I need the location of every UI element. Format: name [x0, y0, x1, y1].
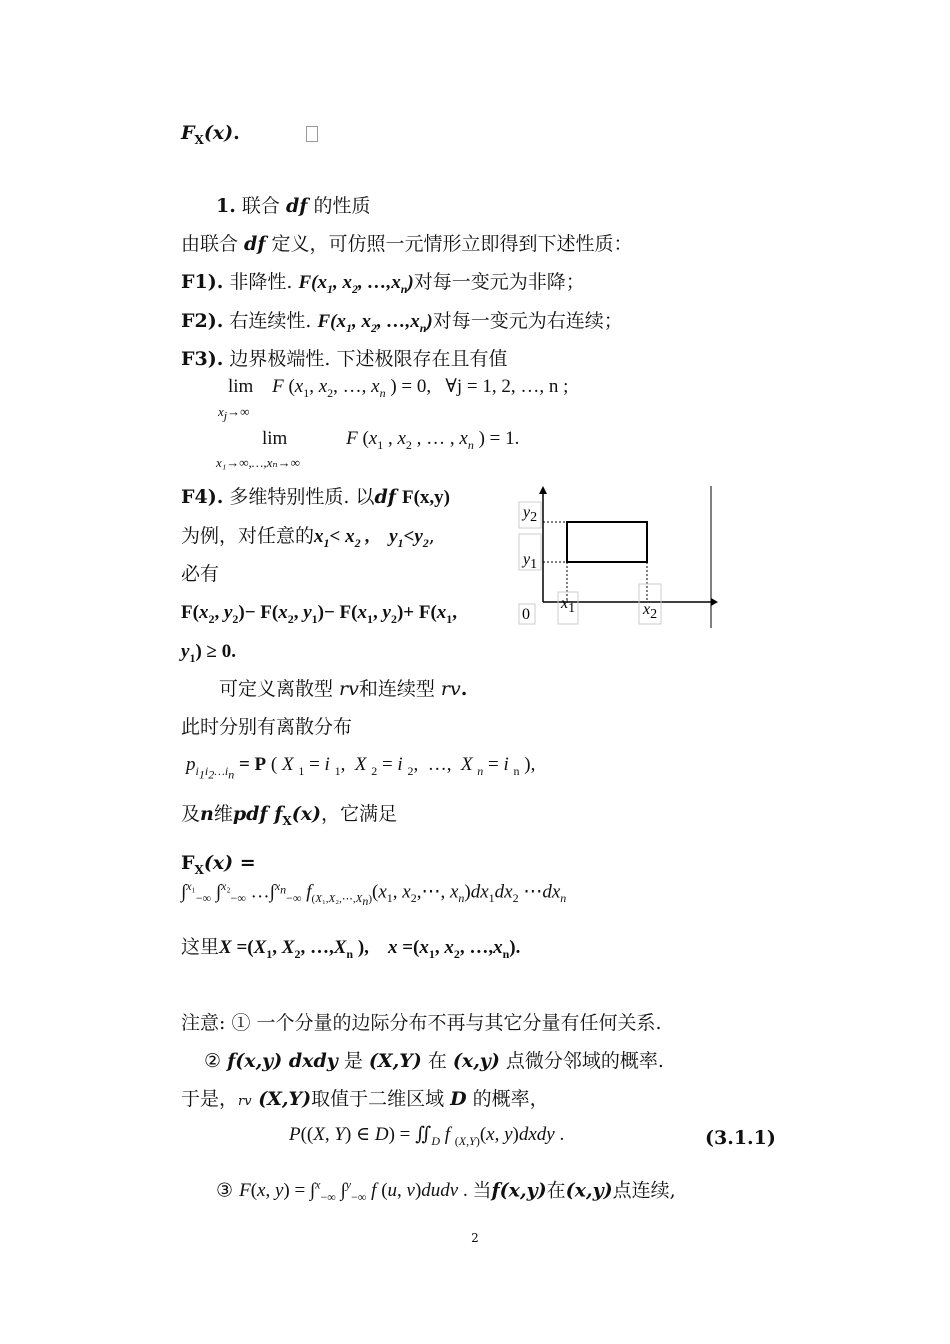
- pmf-formula: $p_{i_1i_2\dots i_n} = P$ ( X $_1$ = i $_1$, X $_2$ = i $_2$, …, X $_n$ = i $_n$ ),: [186, 754, 536, 782]
- page-number: 2: [471, 1231, 479, 1245]
- f4-df: df: [374, 486, 396, 508]
- section-heading: [216, 195, 370, 218]
- define-rv2: rv: [440, 678, 461, 700]
- equation-3-1-1: P((X, Y) ∈ $D) = ∬_D$ f $_{(X,Y)}$(x, y)dxdy .: [289, 1124, 565, 1148]
- note-2-at: 在: [421, 1050, 453, 1072]
- f4-ineq-end: ≥ 0.: [206, 641, 236, 662]
- f2-text: 对每一变元为右连续；: [432, 310, 623, 332]
- f4-inequality: $F(x_2$, $y_2)- F(x_2$, $y_1)- F(x_1$, $y_2)+ F(x_1$,: [181, 602, 458, 626]
- note-4-xy: (x,y): [565, 1179, 613, 1202]
- y-axis-arrow-icon: [539, 486, 547, 494]
- f4-label: F4).: [181, 486, 224, 508]
- f4-fxy: F(x,y): [402, 487, 451, 508]
- note-2-rest: 点微分邻域的概率.: [499, 1050, 664, 1072]
- note-2-fxy: f(x,y) dxdy: [227, 1050, 338, 1072]
- property-f3: [181, 348, 507, 371]
- pdf-pdf: pdf: [232, 803, 268, 825]
- note-3-XY: (X,Y): [251, 1088, 312, 1110]
- note-4-rest: 点连续,: [612, 1179, 676, 1202]
- pmf-p: p: [186, 754, 196, 775]
- top-fx-symbol: F: [181, 122, 195, 144]
- intro-line: [181, 233, 633, 256]
- pdf-pre: 及: [181, 803, 201, 825]
- limit-2-lim: lim: [262, 428, 288, 449]
- f2-formula: $F(x_1$, $x_2$, $\dots,x_n$): [317, 311, 433, 335]
- f2-label: F2).: [181, 310, 224, 332]
- x1-label: x1: [561, 595, 576, 616]
- cdf-f: F: [181, 852, 195, 874]
- equation-number: (3.1.1): [705, 1127, 776, 1149]
- note-4-marker: ③: [216, 1179, 240, 1202]
- pdf-arg: (x): [291, 803, 322, 825]
- pdf-line: [181, 803, 397, 828]
- limit-1-forall: ∀j = 1, 2, …, n ;: [445, 376, 569, 397]
- f4-line2: [181, 525, 435, 550]
- define-end: .: [460, 678, 468, 700]
- f4-inequality-end: $y_1) \ge 0$.: [181, 641, 236, 665]
- f3-name: 边界极端性.: [229, 348, 331, 370]
- x2-label: x2: [643, 601, 658, 622]
- f4-line3: 必有: [181, 563, 220, 585]
- section-pre: 联合: [241, 195, 286, 217]
- f4-line2b: ,: [428, 525, 435, 547]
- pdf-mid: 维: [213, 803, 233, 825]
- note-1: 注意: ① 一个分量的边际分布不再与其它分量有任何关系.: [181, 1012, 662, 1034]
- f4-name: 多维特别性质.: [229, 486, 350, 508]
- pmf-eq: = P: [238, 754, 267, 775]
- x-axis-arrow-icon: [711, 598, 718, 606]
- section-number: 1.: [216, 195, 236, 217]
- note-4-at: 在: [546, 1179, 566, 1202]
- pdf-sub: X: [282, 813, 292, 828]
- f1-formula: $F(x_1$, $x_2$, $\dots,x_n$): [298, 272, 414, 296]
- limit-1-under: [218, 404, 249, 423]
- limit-2-under: x₁→∞,…,xₙ→∞: [216, 455, 300, 470]
- cdf-arg: (x) =: [203, 852, 256, 874]
- note-3-rv: rv: [238, 1094, 252, 1109]
- limit-1-under-j: j: [223, 408, 228, 423]
- f3-text: 下述极限存在且有值: [336, 348, 508, 370]
- y1-label: y1: [523, 551, 538, 572]
- note-3-D: D: [450, 1088, 467, 1110]
- define-rv1: rv: [339, 678, 359, 700]
- top-fx-dot: .: [233, 122, 240, 144]
- placeholder-box-icon: [306, 126, 318, 142]
- y2-label: y2: [523, 504, 538, 525]
- property-f2: [181, 310, 623, 335]
- limit-1-lim: lim: [228, 376, 254, 397]
- define-pre: 可定义离散型: [219, 678, 340, 700]
- f1-text: 对每一变元为非降；: [413, 271, 585, 293]
- pdf-f: f: [267, 803, 283, 825]
- limit-1-under-arrow: →∞: [227, 404, 250, 419]
- here-line: [181, 936, 520, 961]
- cdf-sub: X: [194, 862, 204, 877]
- here-pre: 这里: [181, 936, 220, 958]
- note-3-pre: 于是，: [181, 1088, 239, 1110]
- limit-1-under-x: x: [218, 404, 224, 419]
- note-2-XY: (X,Y): [368, 1050, 422, 1072]
- note-3-post: 的概率，: [466, 1088, 549, 1110]
- intro-df: df: [244, 233, 266, 255]
- f3-label: F3).: [181, 348, 224, 370]
- limit-2: lim F ($x_1$ , $x_2$ , … , $x_n$ ) = 1.: [262, 428, 520, 452]
- f1-name: 非降性.: [229, 271, 293, 293]
- pdf-post: ，它满足: [321, 803, 398, 825]
- note-3-mid: 取值于二维区域: [311, 1088, 451, 1110]
- top-fx-arg: (x): [203, 122, 234, 144]
- f2-name: 右连续性.: [229, 310, 312, 332]
- note-2: [204, 1050, 664, 1073]
- limit-1-expr: F: [272, 376, 284, 397]
- f4-text1: 以: [355, 486, 375, 508]
- origin-label: 0: [522, 606, 530, 623]
- cdf-label: [181, 852, 256, 877]
- limit-1: lim F ($x_1$, $x_2$, …, $x_n$ ) = 0, ∀j = 1, 2, …, n ;: [228, 376, 569, 400]
- pdf-n: n: [200, 803, 214, 825]
- rectangle-figure: [513, 484, 718, 630]
- note-2-marker: ②: [204, 1050, 228, 1072]
- property-f4: [181, 486, 450, 510]
- f4-line2a: 为例，对任意的: [181, 525, 315, 547]
- here-formula: $X =(X_1$, $X_2$, $\dots,X_n$ ), $x =(x_1$, $x_2$, $\dots,x_n$).: [219, 937, 521, 961]
- intro-pre: 由联合: [181, 233, 245, 255]
- note-4-when: 当: [472, 1179, 492, 1202]
- rectangle-region: [567, 522, 647, 562]
- property-f1: [181, 271, 585, 296]
- define-line: [219, 678, 467, 701]
- note-2-xy: (x,y): [452, 1050, 500, 1072]
- f1-label: F1).: [181, 271, 224, 293]
- note-4: [216, 1178, 676, 1205]
- section-post: 的性质: [307, 195, 371, 217]
- cdf-integral: ∫$^{x_1}_{-\infty}$ ∫$^{x_2}_{-\infty}$ …∫$^{x_n}_{-\infty}$ $f_{(X_1,X_2,\cdots,X_n)}(x_1$, $x_2,\cdots$, $x_n)dx_1dx_2$ $\cdots dx_n$: [181, 879, 567, 909]
- f4-cond: $x_1< x_2$ , $y_1<y_2$: [314, 526, 429, 550]
- section-df: df: [285, 195, 308, 217]
- note-3: [181, 1088, 549, 1111]
- top-fx-sub: X: [194, 132, 204, 147]
- top-fx: [181, 122, 318, 147]
- define-mid: 和连续型: [358, 678, 441, 700]
- note-2-is: 是: [337, 1050, 369, 1072]
- discrete-line: 此时分别有离散分布: [181, 716, 353, 738]
- note-4-fxy: f(x,y): [491, 1179, 547, 1202]
- note-4-formula: F(x, y) = ∫$^x_{-\infty}$ ∫$^y_{-\infty}$ f (u, v)dudv .: [239, 1178, 473, 1205]
- intro-post: 定义，可仿照一元情形立即得到下述性质：: [265, 233, 633, 255]
